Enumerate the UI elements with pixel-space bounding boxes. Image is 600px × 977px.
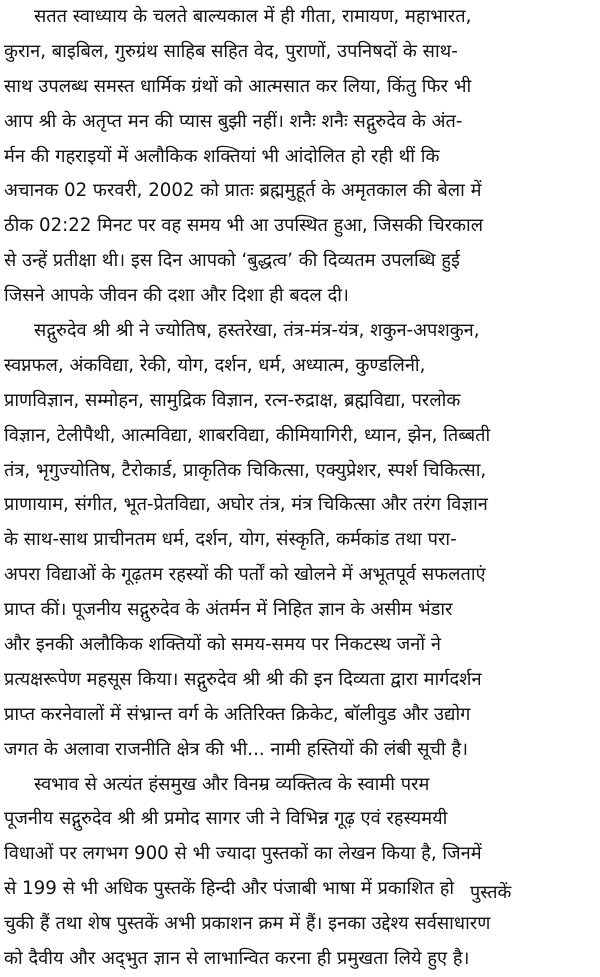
text-line: सद्गुरुदेव श्री श्री ने ज्योतिष, हस्तरेखा, तंत्र-मंत्र-यंत्र, शकुन-अपशकुन, xyxy=(34,320,480,342)
text-line: जिसने आपके जीवन की दशा और दिशा ही बदल दी। xyxy=(4,285,349,307)
text-line: साथ उपलब्ध समस्त धार्मिक ग्रंथों को आत्मसात कर लिया, किंतु फिर भी xyxy=(4,75,472,97)
text-line: अपरा विद्याओं के गूढ़तम रहस्यों की पर्तों को खोलने में अभूतपूर्व सफलताएं xyxy=(4,564,486,586)
text-line: प्राप्त करनेवालों में संभ्रान्त वर्ग के अतिरिक्त क्रिकेट, बॉलीवुड और उद्योग xyxy=(4,703,471,725)
text-line: आप श्री के अतृप्त मन की प्यास बुझी नहीं। शनैः शनैः सद्गुरुदेव के अंत- xyxy=(4,110,463,132)
text-line: विज्ञान, टेलीपैथी, आत्मविद्या, शाबरविद्या, कीमियागिरी, ध्यान, झेन, तिब्बती xyxy=(4,424,491,446)
text-line: और इनकी अलौकिक शक्तियों को समय-समय पर निकटस्थ जनों ने xyxy=(4,634,441,656)
text-line: तंत्र, भृगुज्योतिष, टैरोकार्ड, प्राकृतिक चिकित्सा, एक्युप्रेशर, स्पर्श चिकित्सा, xyxy=(4,459,487,481)
text-line: जगत के अलावा राजनीति क्षेत्र की भी... नामी हस्तियों की लंबी सूची है। xyxy=(4,738,469,760)
text-line: र्मन की गहराइयों में अलौकिक शक्तियां भी आंदोलित हो रही थीं कि xyxy=(4,145,440,167)
text-line: अचानक 02 फरवरी, 2002 को प्रातः ब्रह्ममुहूर्त के अमृतकाल की बेला में xyxy=(4,180,482,202)
text-line: स्वभाव से अत्यंत हंसमुख और विनम्र व्यक्तित्व के स्वामी परम xyxy=(34,773,430,795)
text-line: ठीक 02:22 मिनट पर वह समय भी आ उपस्थित हुआ, जिसकी चिरकाल xyxy=(4,215,484,237)
text-line: प्राप्त कीं। पूजनीय सद्गुरुदेव के अंतर्मन में निहित ज्ञान के असीम भंडार xyxy=(4,599,453,621)
text-line: पूजनीय सद्गुरुदेव श्री श्री प्रमोद सागर जी ने विभिन्न गूढ़ एवं रहस्यमयी xyxy=(4,808,448,830)
text-line: प्रत्यक्षरूपेण महसूस किया। सद्गुरुदेव श्री श्री की इन दिव्यता द्वारा मार्गदर्शन xyxy=(4,668,482,690)
body-text xyxy=(4,0,598,977)
text-line: स्वप्नफल, अंकविद्या, रेकी, योग, दर्शन, धर्म, अध्यात्म, कुण्डलिनी, xyxy=(4,354,426,376)
text-line: प्राणायाम, संगीत, भूत-प्रेतविद्या, अघोर तंत्र, मंत्र चिकित्सा और तरंग विज्ञान xyxy=(4,494,488,516)
text-line: चुकी हैं तथा शेष पुस्तकें अभी प्रकाशन क्रम में हैं। इनका उद्देश्य सर्वसाधारण xyxy=(4,913,491,935)
text-line: से 199 से भी अधिक पुस्तकें हिन्दी और पंजाबी भाषा में प्रकाशित हो xyxy=(4,878,455,900)
text-line: सतत स्वाध्याय के चलते बाल्यकाल में ही गीता, रामायण, महाभारत, xyxy=(34,6,472,27)
text-line: के साथ-साथ प्राचीनतम धर्म, दर्शन, योग, संस्कृति, कर्मकांड तथा परा- xyxy=(4,529,457,551)
text-line: से उन्हें प्रतीक्षा थी। इस दिन आपको ‘बुद्धत्व’ की दिव्यतम उपलब्धि हुई xyxy=(4,250,460,272)
text-line: को दैवीय और अद्‌भुत ज्ञान से लाभान्वित करना ही प्रमुखता लिये हुए है। xyxy=(4,948,470,970)
cut-off-next-line: पुस्तकें xyxy=(470,882,512,903)
text-line: कुरान, बाइबिल, गुरुग्रंथ साहिब सहित वेद, पुराणों, उपनिषदों के साथ- xyxy=(4,40,458,62)
text-line: विधाओं पर लगभग 900 से भी ज्यादा पुस्तकों का लेखन किया है, जिनमें xyxy=(4,843,482,865)
text-line: प्राणविज्ञान, सम्मोहन, सामुद्रिक विज्ञान, रत्न-रुद्राक्ष, ब्रह्मविद्या, परलोक xyxy=(4,389,461,411)
